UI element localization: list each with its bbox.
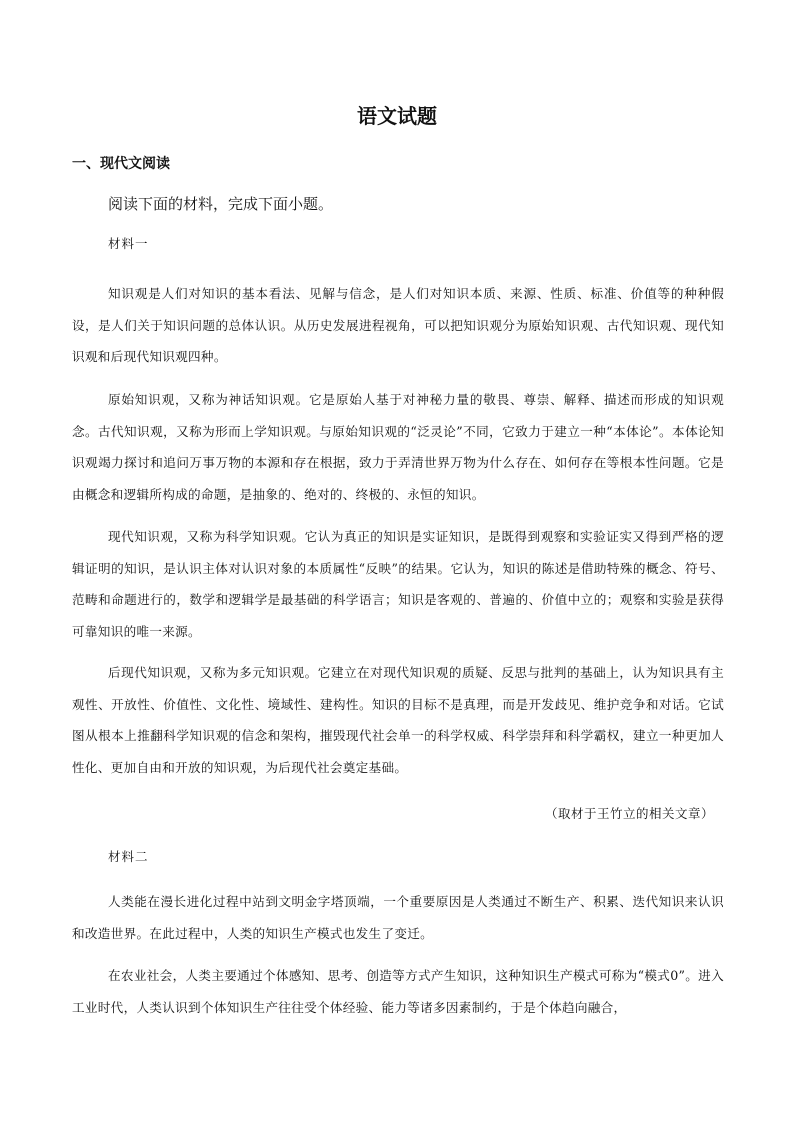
- section-heading: 一、现代文阅读: [72, 156, 170, 172]
- material-two-paragraph-2: 在农业社会，人类主要通过个体感知、思考、创造等方式产生知识，这种知识生产模式可称为“模式0”。进入工业时代，人类认识到个体知识生产往往受个体经验、能力等诸多因素制约，于是个体趋向融合，: [72, 968, 724, 1015]
- page-title: 语文试题: [357, 104, 437, 128]
- material-one-source: （取材于王竹立的相关文章）: [544, 806, 714, 821]
- instruction-text: 阅读下面的材料，完成下面小题。: [108, 195, 334, 213]
- material-one-paragraph-1: 知识观是人们对知识的基本看法、见解与信念，是人们对知识本质、来源、性质、标准、价值等的种种假设，是人们关于知识问题的总体认识。从历史发展进程视角，可以把知识观分为原始知识观、古代知识观、现代知识观和后现代知识观四种。: [72, 286, 724, 365]
- material-two-paragraph-1: 人类能在漫长进化过程中站到文明金字塔顶端，一个重要原因是人类通过不断生产、积累、迭代知识来认识和改造世界。在此过程中，人类的知识生产模式也发生了变迁。: [72, 894, 724, 941]
- material-one-paragraph-4: 后现代知识观，又称为多元知识观。它建立在对现代知识观的质疑、反思与批判的基础上，认为知识具有主观性、开放性、价值性、文化性、境域性、建构性。知识的目标不是真理，而是开发歧见、维护竞争和对话。它试图从根本上推翻科学知识观的信念和架构，摧毁现代社会单一的科学权威、科学崇拜和科学霸权，建立一种更加人性化、更加自由和开放的知识观，为后现代社会奠定基础。: [72, 665, 724, 776]
- material-one-label: 材料一: [108, 236, 149, 251]
- material-one-paragraph-2: 原始知识观，又称为神话知识观。它是原始人基于对神秘力量的敬畏、尊崇、解释、描述而形成的知识观念。古代知识观，又称为形而上学知识观。与原始知识观的“泛灵论”不同，它致力于建立一种“本体论”。本体论知识观竭力探讨和追问万事万物的本源和存在根据，致力于弄清世界万物为什么存在、如何存在等根本性问题。它是由概念和逻辑所构成的命题，是抽象的、绝对的、终极的、永恒的知识。: [72, 392, 724, 503]
- material-two-label: 材料二: [108, 849, 149, 864]
- material-one-paragraph-3: 现代知识观，又称为科学知识观。它认为真正的知识是实证知识，是既得到观察和实验证实又得到严格的逻辑证明的知识，是认识主体对认识对象的本质属性“反映”的结果。它认为，知识的陈述是借助特殊的概念、符号、范畴和命题进行的，数学和逻辑学是最基础的科学语言；知识是客观的、普遍的、价值中立的；观察和实验是获得可靠知识的唯一来源。: [72, 529, 724, 640]
